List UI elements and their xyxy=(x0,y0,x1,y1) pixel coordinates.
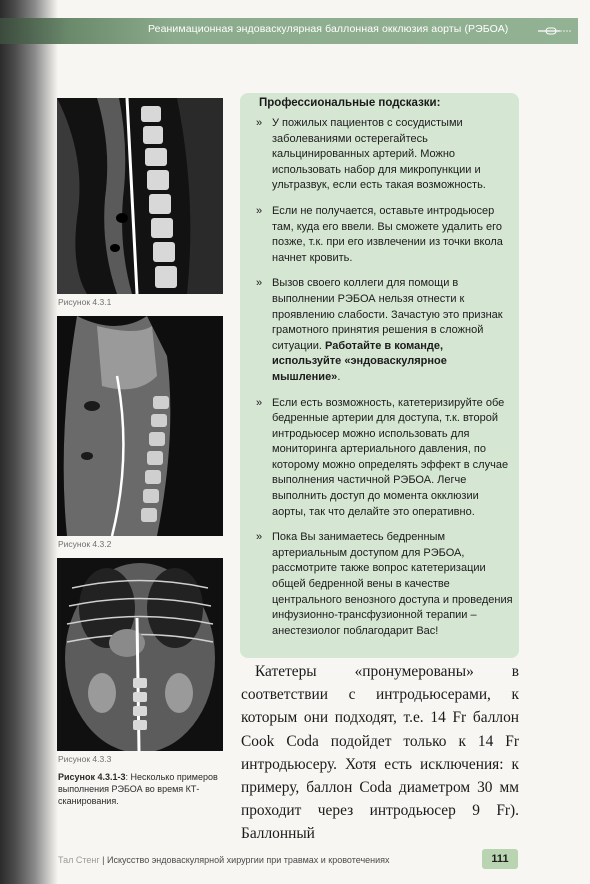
bullet-icon: » xyxy=(256,277,263,290)
ct-scan-image-1 xyxy=(57,98,223,294)
ct-scan-image-3 xyxy=(57,558,223,751)
tip-item-3: » Вызов своего коллеги для помощи в выполнении РЭБОА нельзя отнести к проявлению слабости. Зачастую это признак грамотного принятия решения в сложной ситуации. Работайте в команде, используйте «эндоваскулярное мышление». xyxy=(256,277,503,383)
footer-author: Тал Стенг xyxy=(58,855,100,865)
figure-description-text: : Несколько примеров выполнения РЭБОА во время КТ-сканирования. xyxy=(58,772,218,806)
pro-tips-title: Профессиональные подсказки: xyxy=(259,97,441,109)
footer-book-title: Искусство эндоваскулярной хирургии при травмах и кровотечениях xyxy=(106,855,390,865)
bullet-icon: » xyxy=(256,396,263,409)
tip-item-4: » Если есть возможность, катетеризируйте обе бедренные артерии для доступа, т.к. второй интродьюсер можно использовать для мониторинга артериального давления, по которому можно определять эффект в случае выполнения частичной РЭБОА. Легче выполнить доступ до момента окклюзии аорты, так что делайте это оперативно. xyxy=(256,396,509,518)
page-number: 111 xyxy=(482,849,518,869)
bullet-icon: » xyxy=(256,204,263,217)
figure-caption-2: Рисунок 4.3.2 xyxy=(58,539,112,549)
tip-item-1: » У пожилых пациентов с сосудистыми заболеваниями остерегайтесь кальцинированных артерий. Можно использовать набор для микропункции и ультразвук, если есть такая возможность. xyxy=(256,117,486,192)
pro-tips-list xyxy=(252,116,514,649)
ct-scan-image-2 xyxy=(57,316,223,536)
running-footer xyxy=(58,855,390,865)
figure-description xyxy=(58,771,223,807)
body-paragraph: Катетеры «пронумерованы» в соответствии с интродьюсерами, к которым они подходят, т.е. 14 Fr баллон Cook Coda подойдет только к 14 Fr интродьюсеру. Хотя есть исключения: к примеру, баллон Coda диаметром 30 мм проходит через интродьюсер 9 Fr). Баллонный xyxy=(241,663,519,843)
figure-caption-3: Рисунок 4.3.3 xyxy=(58,754,112,764)
bullet-icon: » xyxy=(256,531,263,544)
figure-description-label: Рисунок 4.3.1-3 xyxy=(58,772,126,782)
tip-item-3-bold: Работайте в команде, используйте «эндоваскулярное мышление» xyxy=(272,339,447,383)
tip-item-2: » Если не получается, оставьте интродьюсер там, куда его ввели. Вы сможете удалить его позже, т.к. при его извлечении из точки вкола начнет кровить. xyxy=(256,204,503,264)
bullet-icon: » xyxy=(256,117,263,129)
figure-caption-1: Рисунок 4.3.1 xyxy=(58,297,112,307)
page-gutter-shadow xyxy=(0,0,58,884)
catheter-icon xyxy=(538,25,572,37)
tip-item-5: » Пока Вы занимаетесь бедренным артериальным доступом для РЭБОА, рассмотрите также вопрос катетеризации общей бедренной вены в качестве центрального венозного доступа и проведения инфузионно-трансфузионной терапии – анестезиолог поблагодарит Вас! xyxy=(256,531,513,637)
running-header-title: Реанимационная эндоваскулярная баллонная окклюзия аорты (РЭБОА) xyxy=(148,23,509,35)
footer-separator: | xyxy=(99,855,107,865)
